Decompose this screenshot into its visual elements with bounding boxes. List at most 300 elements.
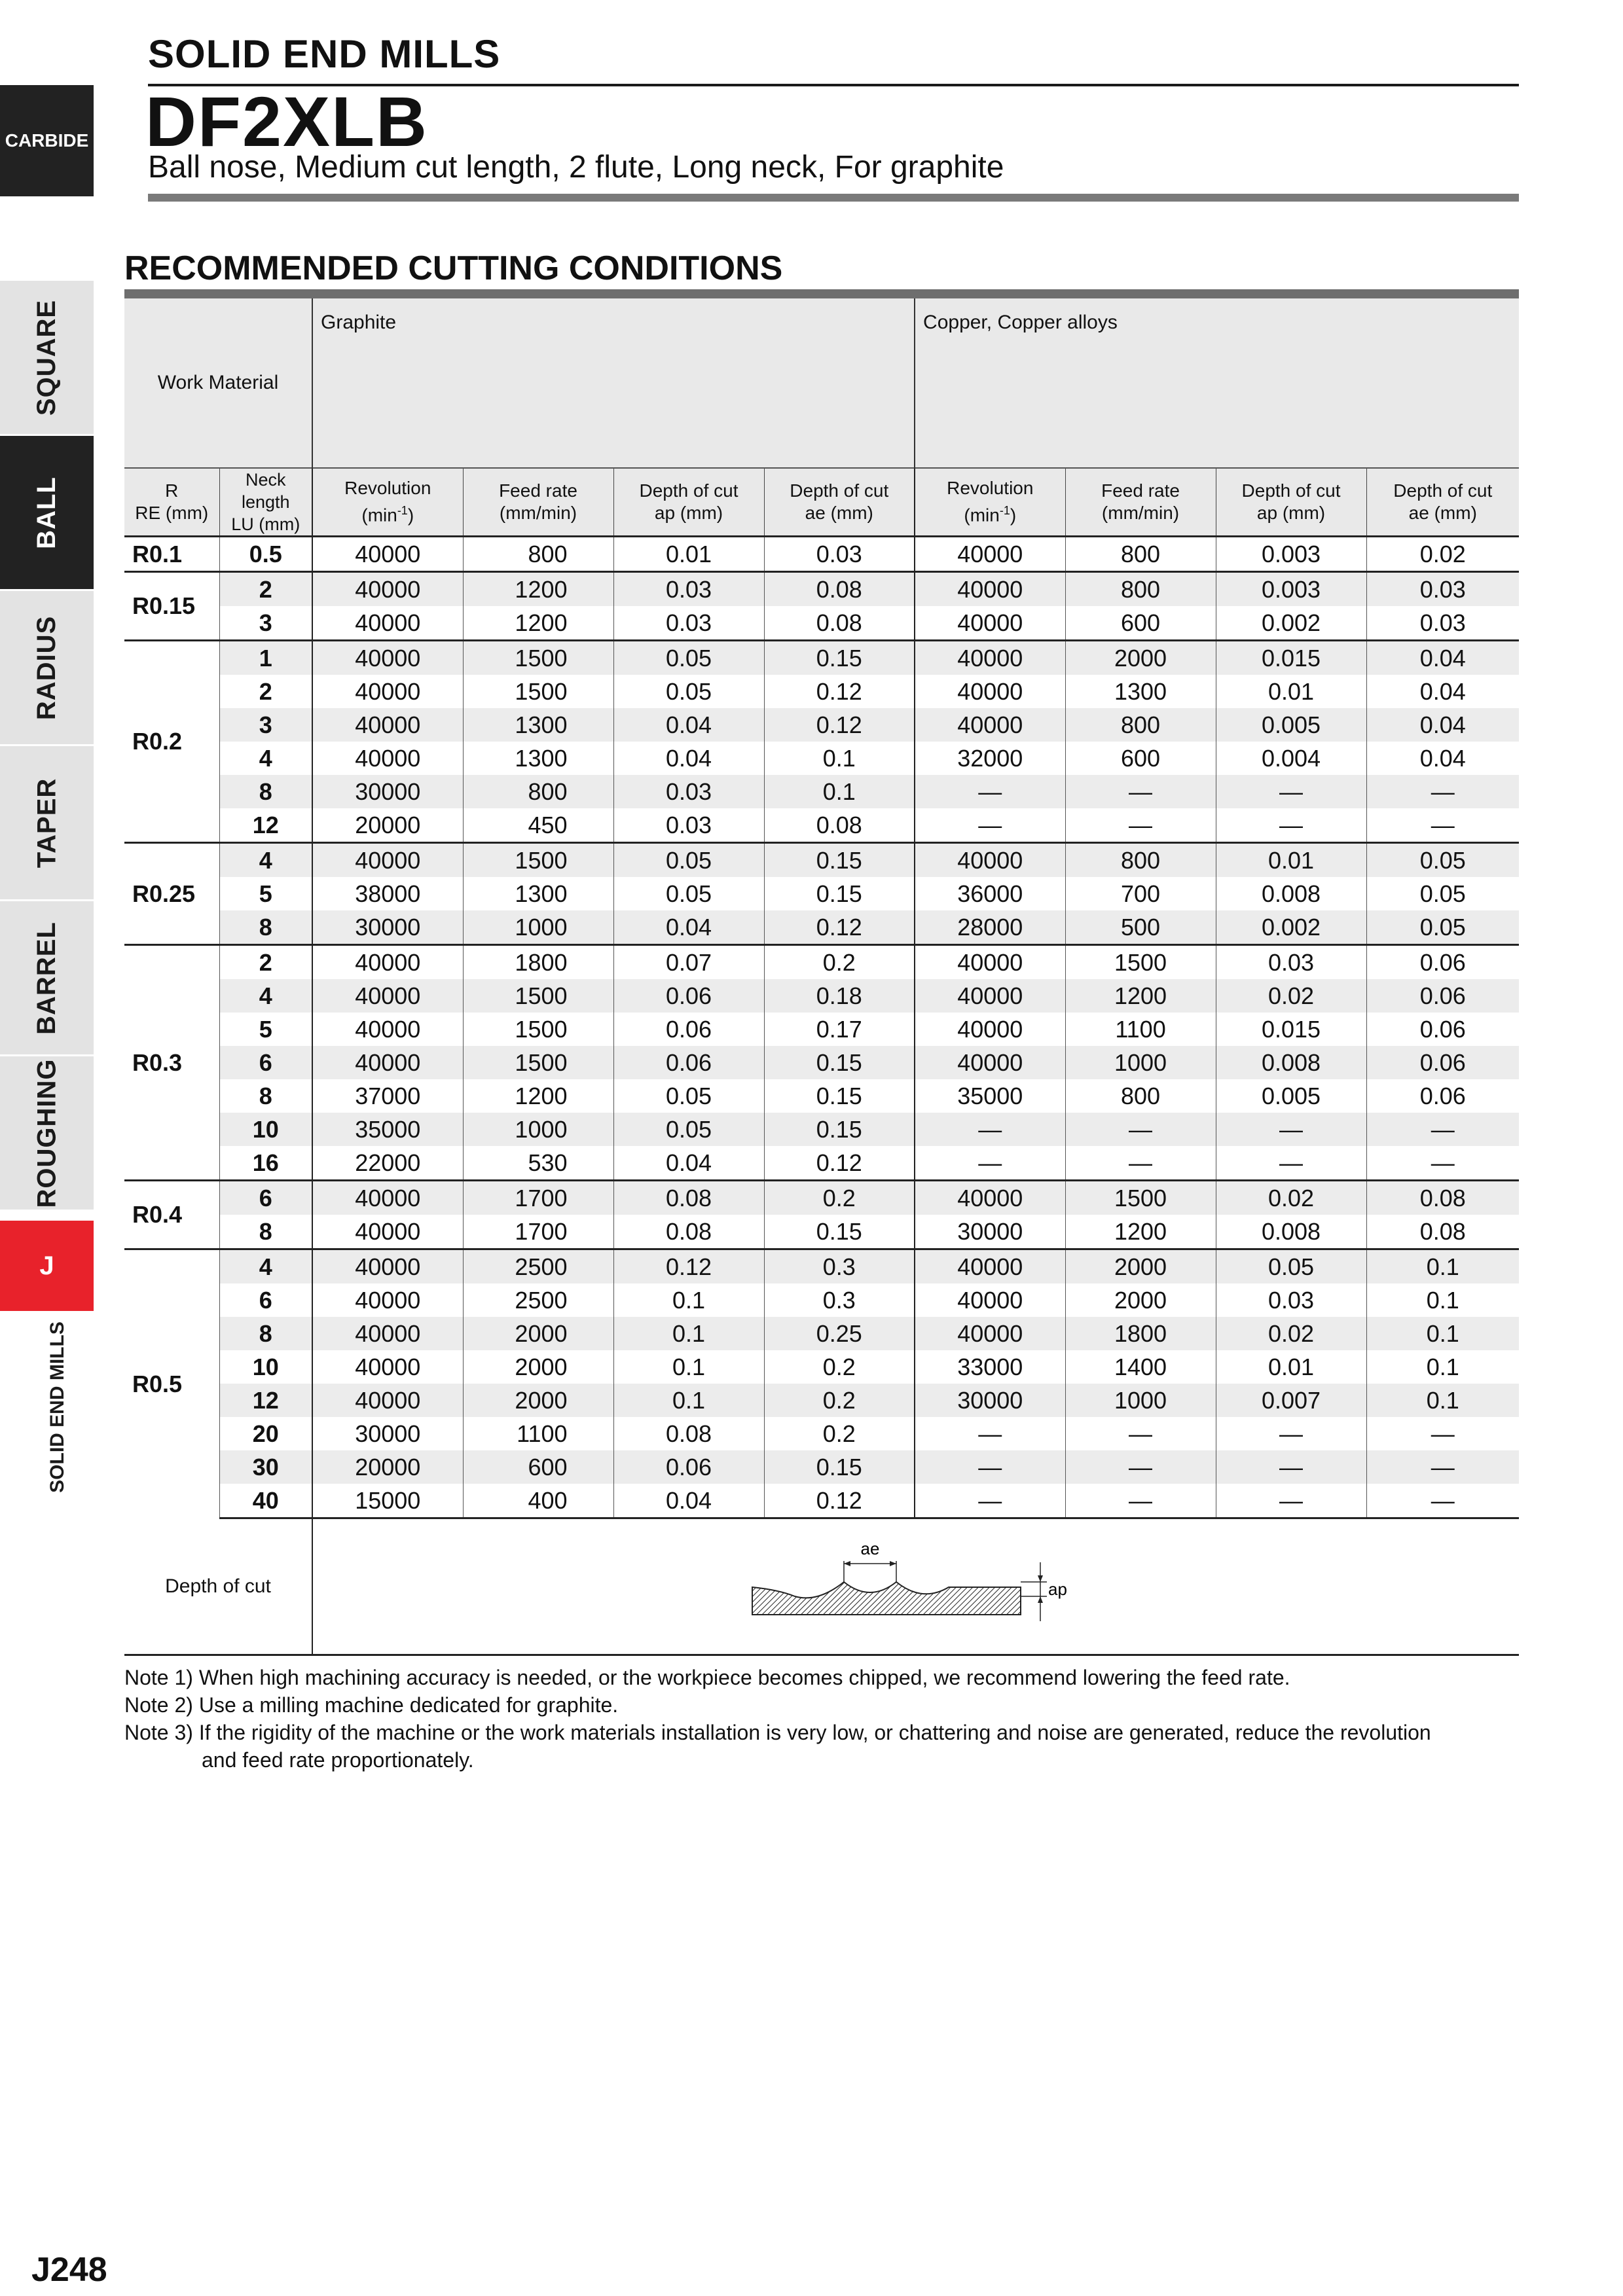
- cell-ae-copper: 0.08: [1366, 1181, 1519, 1215]
- cell-ap-graphite: 0.06: [613, 979, 764, 1013]
- cell-feed-copper: —: [1065, 1146, 1216, 1181]
- cell-rev-copper: —: [915, 808, 1065, 843]
- cell-ae-graphite: 0.12: [764, 675, 915, 708]
- cell-ap-graphite: 0.03: [613, 808, 764, 843]
- cell-ap-copper: 0.005: [1216, 708, 1366, 742]
- cell-ap-graphite: 0.01: [613, 537, 764, 572]
- table-row: [124, 910, 1519, 945]
- cell-ap-copper: 0.02: [1216, 1317, 1366, 1350]
- table-row: [124, 1113, 1519, 1146]
- cell-ap-copper: —: [1216, 1113, 1366, 1146]
- cell-ae-copper: —: [1366, 775, 1519, 808]
- cell-ap-graphite: 0.05: [613, 641, 764, 675]
- cell-ae-copper: —: [1431, 811, 1455, 838]
- cell-feed-copper: —: [1065, 808, 1216, 843]
- cell-ap-graphite: 0.04: [613, 910, 764, 945]
- page-number: J248: [31, 2251, 107, 2289]
- table-body: [124, 537, 1519, 1518]
- cell-rev-graphite: 30000: [312, 910, 463, 945]
- cell-feed-copper: 1400: [1065, 1350, 1216, 1384]
- cell-ae-graphite: 0.15: [764, 1113, 915, 1146]
- cell-feed-graphite: 1300: [463, 877, 613, 910]
- cell-rev-graphite: 40000: [312, 1215, 463, 1249]
- cell-feed-graphite: 1100: [463, 1417, 613, 1450]
- cell-ae-graphite: 0.08: [764, 572, 915, 607]
- carbide-tab: CARBIDE: [0, 85, 94, 196]
- col-header-ae-c: Depth of cut ae (mm): [1366, 468, 1519, 537]
- cell-ap-graphite: 0.03: [613, 606, 764, 641]
- cell-feed-copper: 1100: [1065, 1013, 1216, 1046]
- cell-feed-graphite: 1200: [463, 1079, 613, 1113]
- cell-ae-graphite: 0.15: [764, 843, 915, 878]
- cell-feed-graphite: 1300: [463, 742, 613, 775]
- cell-neck-length: 8: [219, 910, 312, 945]
- cell-feed-graphite: 1500: [463, 641, 613, 675]
- cell-neck-length: 2: [219, 572, 312, 607]
- cell-ap-copper: 0.01: [1216, 843, 1366, 878]
- cell-radius: R0.5: [124, 1249, 219, 1518]
- section-j-tab[interactable]: J: [0, 1221, 94, 1311]
- cell-ap-graphite: 0.07: [613, 945, 764, 980]
- cell-rev-copper: 40000: [915, 945, 1065, 980]
- table-row: [124, 708, 1519, 742]
- col-header-feed-c: Feed rate (mm/min): [1065, 468, 1216, 537]
- cell-feed-copper: —: [1065, 1450, 1216, 1484]
- cell-ap-copper: 0.01: [1216, 675, 1366, 708]
- group-copper: Copper, Copper alloys: [915, 298, 1519, 468]
- cell-ae-copper: 0.1: [1366, 1249, 1519, 1284]
- note-1: Note 1) When high machining accuracy is needed, or the workpiece becomes chipped, we recommend lowering the feed rate.: [124, 1666, 1290, 1689]
- tab-radius-label: RADIUS: [32, 615, 61, 720]
- cell-ap-graphite: 0.05: [613, 1079, 764, 1113]
- cell-rev-copper: 36000: [915, 877, 1065, 910]
- cell-rev-graphite: 40000: [312, 1046, 463, 1079]
- cell-neck-length: 10: [219, 1350, 312, 1384]
- cell-feed-copper: —: [1065, 775, 1216, 808]
- cell-radius: R0.2: [124, 641, 219, 843]
- cell-feed-graphite: 1700: [463, 1215, 613, 1249]
- cell-feed-copper: 1800: [1065, 1317, 1216, 1350]
- cell-feed-copper: 700: [1065, 877, 1216, 910]
- cell-feed-copper: 1000: [1065, 1384, 1216, 1417]
- cell-rev-graphite: 22000: [312, 1146, 463, 1181]
- cell-feed-graphite: 2000: [463, 1317, 613, 1350]
- cell-neck-length: 3: [219, 708, 312, 742]
- cell-ap-graphite: 0.05: [613, 1113, 764, 1146]
- model-title: DF2XLB: [145, 82, 429, 161]
- cell-feed-copper: 800: [1065, 537, 1216, 572]
- cell-rev-copper: 30000: [915, 1215, 1065, 1249]
- cell-ap-copper: —: [1216, 808, 1366, 843]
- cell-radius: R0.15: [124, 572, 219, 641]
- cell-ae-copper: 0.03: [1419, 609, 1466, 636]
- cell-feed-copper: 800: [1065, 572, 1216, 607]
- cell-rev-graphite: 40000: [312, 945, 463, 980]
- cell-ae-copper: 0.1: [1366, 1384, 1519, 1417]
- cell-rev-copper: 40000: [915, 641, 1065, 675]
- cell-rev-graphite: 37000: [312, 1079, 463, 1113]
- cell-neck-length: 16: [219, 1146, 312, 1181]
- cell-neck-length: 0.5: [219, 537, 312, 572]
- cell-ap-copper: —: [1216, 775, 1366, 808]
- cell-feed-copper: 600: [1065, 742, 1216, 775]
- cell-ap-graphite: 0.04: [613, 708, 764, 742]
- cell-feed-graphite: 530: [463, 1146, 613, 1181]
- table-row: [124, 1450, 1519, 1484]
- cell-neck-length: 8: [219, 775, 312, 808]
- cell-ae-copper: 0.06: [1366, 945, 1519, 980]
- tab-square[interactable]: [0, 279, 94, 434]
- cell-rev-graphite: 40000: [312, 708, 463, 742]
- cell-ap-copper: 0.01: [1216, 1350, 1366, 1384]
- cell-feed-copper: 1500: [1065, 945, 1216, 980]
- cell-ae-copper: —: [1431, 1149, 1455, 1176]
- cell-ap-copper: 0.02: [1216, 979, 1366, 1013]
- cell-ae-graphite: 0.3: [764, 1249, 915, 1284]
- cell-neck-length: 6: [219, 1283, 312, 1317]
- cell-neck-length: 8: [219, 1215, 312, 1249]
- cell-ap-copper: 0.003: [1216, 537, 1366, 572]
- cell-ap-copper: 0.004: [1216, 742, 1366, 775]
- tab-taper[interactable]: [0, 744, 94, 899]
- cell-rev-copper: 40000: [915, 1249, 1065, 1284]
- cell-neck-length: 8: [219, 1079, 312, 1113]
- table-row: [124, 1484, 1519, 1518]
- cell-feed-graphite: 1000: [463, 1113, 613, 1146]
- cell-feed-graphite: 1200: [463, 606, 613, 641]
- note-3: Note 3) If the rigidity of the machine or the work materials installation is very low, or chattering and noise are generated, reduce the revolution: [124, 1721, 1431, 1744]
- cell-ap-copper: —: [1216, 1484, 1366, 1518]
- cell-ap-graphite: 0.05: [613, 843, 764, 878]
- cell-ae-copper: 0.06: [1419, 1015, 1466, 1043]
- cell-rev-graphite: 40000: [312, 1249, 463, 1284]
- ae-label: ae: [860, 1538, 880, 1558]
- cell-rev-graphite: 20000: [312, 1450, 463, 1484]
- table-row: [124, 979, 1519, 1013]
- cell-feed-graphite: 1500: [463, 1013, 613, 1046]
- col-header-r: R RE (mm): [124, 468, 219, 537]
- cell-ae-copper: 0.02: [1366, 537, 1519, 572]
- cell-rev-copper: 40000: [915, 537, 1065, 572]
- cell-ap-copper: 0.008: [1216, 1215, 1366, 1249]
- category-title: SOLID END MILLS: [148, 32, 501, 76]
- cell-feed-graphite: 1200: [463, 572, 613, 607]
- cell-ae-copper: 0.04: [1366, 641, 1519, 675]
- cell-rev-copper: —: [915, 775, 1065, 808]
- table-row: [124, 1283, 1519, 1317]
- cell-neck-length: 2: [219, 945, 312, 980]
- cell-ap-graphite: 0.06: [613, 1450, 764, 1484]
- group-graphite: Graphite: [312, 298, 915, 468]
- cell-ae-graphite: 0.17: [764, 1013, 915, 1046]
- table-row: [124, 675, 1519, 708]
- cell-neck-length: 5: [219, 877, 312, 910]
- cell-feed-graphite: 600: [463, 1450, 613, 1484]
- cell-feed-copper: 600: [1065, 606, 1216, 641]
- cell-feed-copper: 2000: [1065, 641, 1216, 675]
- cell-ap-copper: 0.015: [1216, 1013, 1366, 1046]
- ap-label: ap: [1048, 1579, 1067, 1599]
- cell-ae-graphite: 0.08: [764, 808, 915, 843]
- cell-rev-copper: —: [915, 1484, 1065, 1518]
- cell-ae-graphite: 0.18: [764, 979, 915, 1013]
- cell-ae-copper: 0.08: [1419, 1217, 1466, 1245]
- cell-ae-copper: —: [1366, 1113, 1519, 1146]
- cell-rev-graphite: 35000: [312, 1113, 463, 1146]
- table-row: [124, 1046, 1519, 1079]
- cell-feed-copper: —: [1065, 1417, 1216, 1450]
- cell-feed-graphite: 1000: [463, 910, 613, 945]
- cell-ap-graphite: 0.04: [613, 742, 764, 775]
- cell-rev-graphite: 40000: [312, 1317, 463, 1350]
- cell-ap-copper: 0.05: [1216, 1249, 1366, 1284]
- cell-ap-copper: 0.007: [1216, 1384, 1366, 1417]
- table-row: [124, 1079, 1519, 1113]
- cell-feed-copper: 1000: [1065, 1046, 1216, 1079]
- section-label-text: SOLID END MILLS: [46, 1321, 68, 1493]
- cell-rev-copper: —: [915, 1417, 1065, 1450]
- cell-rev-copper: 30000: [915, 1384, 1065, 1417]
- cell-feed-copper: 1500: [1065, 1181, 1216, 1215]
- cell-ae-graphite: 0.2: [764, 1384, 915, 1417]
- cell-ap-copper: 0.03: [1216, 945, 1366, 980]
- tab-radius[interactable]: [0, 589, 94, 744]
- table-row: [124, 1013, 1519, 1046]
- cell-ap-copper: —: [1216, 1450, 1366, 1484]
- cell-rev-copper: 40000: [915, 708, 1065, 742]
- cell-feed-copper: 800: [1065, 843, 1216, 878]
- cell-ae-copper: —: [1366, 1484, 1519, 1518]
- section-title: RECOMMENDED CUTTING CONDITIONS: [124, 249, 783, 287]
- cell-feed-graphite: 1500: [463, 1046, 613, 1079]
- cell-rev-graphite: 40000: [312, 641, 463, 675]
- cell-ap-copper: 0.02: [1216, 1181, 1366, 1215]
- cell-feed-graphite: 1500: [463, 979, 613, 1013]
- cell-ae-copper: 0.06: [1366, 1046, 1519, 1079]
- table-top-bar: [124, 289, 1519, 298]
- cell-ae-copper: 0.05: [1366, 843, 1519, 878]
- col-header-ap-c: Depth of cut ap (mm): [1216, 468, 1366, 537]
- cell-ae-copper: 0.05: [1366, 910, 1519, 945]
- cell-ap-copper: 0.008: [1216, 1046, 1366, 1079]
- cell-feed-copper: —: [1065, 1113, 1216, 1146]
- cell-rev-graphite: 15000: [312, 1484, 463, 1518]
- header-bar: [148, 194, 1519, 202]
- table-row: [124, 843, 1519, 878]
- cell-rev-copper: 32000: [915, 742, 1065, 775]
- cell-neck-length: 6: [219, 1181, 312, 1215]
- cell-ae-graphite: 0.15: [764, 1046, 915, 1079]
- cell-rev-graphite: 20000: [312, 808, 463, 843]
- cell-neck-length: 4: [219, 1249, 312, 1284]
- cell-ap-graphite: 0.06: [613, 1013, 764, 1046]
- col-header-lu: Neck length LU (mm): [219, 468, 312, 537]
- cell-rev-copper: 40000: [915, 1013, 1065, 1046]
- cell-radius: R0.1: [124, 537, 219, 572]
- cell-rev-copper: 40000: [915, 1317, 1065, 1350]
- cell-neck-length: 40: [219, 1484, 312, 1518]
- cell-rev-graphite: 40000: [312, 537, 463, 572]
- cell-rev-graphite: 40000: [312, 1283, 463, 1317]
- note-3-continued: and feed rate proportionately.: [202, 1748, 474, 1772]
- cell-rev-copper: —: [915, 1113, 1065, 1146]
- cell-radius: R0.4: [124, 1181, 219, 1249]
- cell-ae-copper: 0.04: [1366, 708, 1519, 742]
- cell-rev-graphite: 40000: [312, 606, 463, 641]
- cell-ae-graphite: 0.25: [764, 1317, 915, 1350]
- cell-feed-copper: 800: [1065, 1079, 1216, 1113]
- cell-ap-copper: —: [1216, 1417, 1366, 1450]
- cell-rev-graphite: 40000: [312, 742, 463, 775]
- cell-feed-graphite: 400: [463, 1484, 613, 1518]
- cell-ae-graphite: 0.15: [764, 1079, 915, 1113]
- cell-feed-copper: —: [1065, 1484, 1216, 1518]
- table-row: [124, 641, 1519, 675]
- cell-ae-graphite: 0.1: [764, 742, 915, 775]
- col-header-feed-g: Feed rate (mm/min): [463, 468, 613, 537]
- cell-neck-length: 3: [219, 606, 312, 641]
- cell-ae-copper: 0.03: [1366, 572, 1519, 607]
- col-header-ae-g: Depth of cut ae (mm): [764, 468, 915, 537]
- cell-rev-graphite: 30000: [312, 1417, 463, 1450]
- cell-ae-copper: 0.1: [1366, 1317, 1519, 1350]
- cell-ae-copper: 0.04: [1419, 677, 1466, 705]
- cell-feed-copper: 2000: [1065, 1283, 1216, 1317]
- table-row: [124, 1317, 1519, 1350]
- tab-barrel[interactable]: [0, 899, 94, 1054]
- depth-of-cut-figure: [312, 1518, 1519, 1655]
- table-row: [124, 808, 1519, 843]
- table-row: [124, 606, 1519, 641]
- cell-ap-graphite: 0.05: [613, 675, 764, 708]
- cell-ae-copper: 0.06: [1366, 979, 1519, 1013]
- table-row: [124, 742, 1519, 775]
- cell-ap-copper: 0.002: [1216, 910, 1366, 945]
- cell-ap-copper: —: [1216, 1146, 1366, 1181]
- depth-of-cut-diagram: [746, 1536, 1086, 1634]
- cell-ae-copper: —: [1431, 1420, 1455, 1447]
- notes: [124, 1664, 1525, 1774]
- cell-feed-graphite: 2000: [463, 1384, 613, 1417]
- cell-rev-copper: 33000: [915, 1350, 1065, 1384]
- cell-feed-graphite: 2000: [463, 1350, 613, 1384]
- cell-ap-copper: 0.008: [1216, 877, 1366, 910]
- cell-ae-graphite: 0.15: [764, 877, 915, 910]
- cell-rev-copper: 40000: [915, 572, 1065, 607]
- cell-ap-graphite: 0.03: [613, 572, 764, 607]
- cell-feed-graphite: 1500: [463, 675, 613, 708]
- cell-feed-graphite: 1300: [463, 708, 613, 742]
- cell-rev-copper: 40000: [915, 979, 1065, 1013]
- cell-feed-graphite: 800: [463, 775, 613, 808]
- cell-neck-length: 10: [219, 1113, 312, 1146]
- cell-feed-graphite: 1700: [463, 1181, 613, 1215]
- table-row: [124, 572, 1519, 607]
- cell-rev-graphite: 40000: [312, 1384, 463, 1417]
- note-2: Note 2) Use a milling machine dedicated for graphite.: [124, 1693, 619, 1717]
- table-row: [124, 1215, 1519, 1249]
- tab-roughing[interactable]: [0, 1054, 94, 1210]
- cell-neck-length: 20: [219, 1417, 312, 1450]
- cell-ae-graphite: 0.03: [764, 537, 915, 572]
- cell-feed-copper: 2000: [1065, 1249, 1216, 1284]
- tab-ball[interactable]: [0, 434, 94, 589]
- cell-ae-graphite: 0.12: [764, 910, 915, 945]
- cell-ae-copper: 0.1: [1426, 1353, 1459, 1380]
- table-row: [124, 1181, 1519, 1215]
- cell-neck-length: 2: [219, 675, 312, 708]
- cell-rev-copper: 40000: [915, 1181, 1065, 1215]
- table-row: [124, 1249, 1519, 1284]
- cell-rev-copper: 40000: [915, 843, 1065, 878]
- cell-neck-length: 5: [219, 1013, 312, 1046]
- cell-ae-graphite: 0.2: [764, 1350, 915, 1384]
- cell-feed-graphite: 1500: [463, 843, 613, 878]
- cell-feed-copper: 500: [1065, 910, 1216, 945]
- cell-rev-copper: 40000: [915, 1283, 1065, 1317]
- cell-ap-graphite: 0.04: [613, 1484, 764, 1518]
- cell-ap-copper: 0.003: [1216, 572, 1366, 607]
- table-row: [124, 1384, 1519, 1417]
- tab-square-label: SQUARE: [32, 299, 62, 416]
- cell-feed-graphite: 2500: [463, 1283, 613, 1317]
- cell-radius: R0.25: [124, 843, 219, 945]
- cutting-conditions-table: [124, 298, 1519, 1656]
- cell-rev-graphite: 40000: [312, 843, 463, 878]
- cell-rev-copper: 28000: [915, 910, 1065, 945]
- table-row: [124, 537, 1519, 572]
- depth-of-cut-label: Depth of cut: [124, 1518, 312, 1655]
- cell-ae-graphite: 0.08: [764, 606, 915, 641]
- cell-rev-copper: 40000: [915, 675, 1065, 708]
- table-row: [124, 1146, 1519, 1181]
- cell-neck-length: 8: [219, 1317, 312, 1350]
- cell-rev-graphite: 40000: [312, 1181, 463, 1215]
- cell-feed-graphite: 450: [463, 808, 613, 843]
- work-material-label: Work Material: [124, 298, 312, 468]
- cell-neck-length: 4: [219, 742, 312, 775]
- cell-ap-graphite: 0.08: [613, 1215, 764, 1249]
- tab-taper-label: TAPER: [31, 778, 61, 868]
- cell-ap-graphite: 0.03: [613, 775, 764, 808]
- tab-barrel-label: BARREL: [32, 921, 62, 1035]
- cell-feed-copper: 1300: [1065, 675, 1216, 708]
- cell-ae-graphite: 0.1: [764, 775, 915, 808]
- cell-ap-copper: 0.03: [1216, 1283, 1366, 1317]
- cell-ae-copper: 0.04: [1419, 744, 1466, 772]
- cell-ae-graphite: 0.15: [764, 641, 915, 675]
- table-row: [124, 945, 1519, 980]
- table-row: [124, 1417, 1519, 1450]
- cell-ae-graphite: 0.12: [764, 1146, 915, 1181]
- cell-feed-graphite: 1800: [463, 945, 613, 980]
- model-subtitle: Ball nose, Medium cut length, 2 flute, Long neck, For graphite: [148, 150, 1004, 185]
- cell-rev-copper: 35000: [915, 1079, 1065, 1113]
- table-row: [124, 1350, 1519, 1384]
- cell-ap-graphite: 0.1: [613, 1317, 764, 1350]
- tab-roughing-label: ROUGHING: [32, 1058, 61, 1208]
- cell-ae-graphite: 0.3: [764, 1283, 915, 1317]
- cell-ae-graphite: 0.2: [764, 1181, 915, 1215]
- cell-ap-copper: 0.015: [1216, 641, 1366, 675]
- cell-neck-length: 12: [219, 1384, 312, 1417]
- cell-ae-graphite: 0.2: [764, 1417, 915, 1450]
- cell-ae-graphite: 0.12: [764, 708, 915, 742]
- cell-rev-copper: —: [915, 1450, 1065, 1484]
- cell-radius: R0.3: [124, 945, 219, 1181]
- tab-ball-label: BALL: [31, 476, 61, 549]
- cell-feed-graphite: 800: [463, 537, 613, 572]
